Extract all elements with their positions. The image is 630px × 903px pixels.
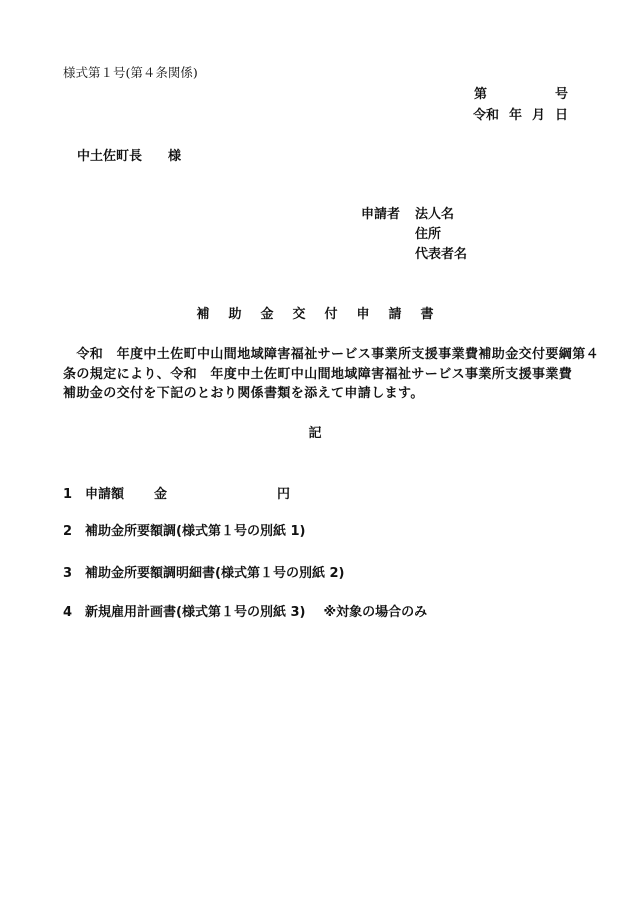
item-label: 補助金所要額調明細書(様式第１号の別紙 2) [85, 566, 345, 581]
applicant-address: 住所 [415, 227, 442, 242]
list-item [63, 520, 305, 539]
form-number-label: 様式第１号(第４条関係) [63, 65, 198, 80]
applicant-corporation-name: 法人名 [415, 207, 455, 222]
body-paragraph [63, 345, 600, 404]
document-number [474, 83, 568, 102]
applicant-label: 申請者 [361, 207, 401, 222]
item-number: 1 [63, 487, 73, 502]
list-item [63, 601, 427, 620]
applicant-block [361, 205, 467, 265]
addressee-honorific: 様 [168, 149, 182, 164]
item-label: 補助金所要額調(様式第１号の別紙 1) [85, 524, 306, 539]
item-currency: 金 [154, 487, 168, 502]
doc-number-suffix: 号 [554, 87, 568, 102]
date-month: 月 [531, 108, 545, 123]
ki-heading: 記 [308, 426, 322, 441]
list-item [63, 562, 344, 581]
addressee-name: 中土佐町長 [77, 149, 143, 164]
list-item [63, 483, 290, 502]
applicant-representative: 代表者名 [415, 247, 468, 262]
item-label: 申請額 [85, 487, 125, 502]
document-title: 補助金交付申請書 [196, 307, 453, 322]
body-line-1: 令和 年度中土佐町中山間地域障害福祉サービス事業所支援事業費補助金交付要綱第４ [63, 347, 600, 362]
doc-number-prefix: 第 [473, 87, 487, 102]
document-date [473, 104, 568, 123]
date-year: 年 [508, 108, 522, 123]
item-number: 3 [63, 566, 73, 581]
item-label: 新規雇用計画書(様式第１号の別紙 3) [85, 605, 306, 620]
item-number: 2 [63, 524, 73, 539]
date-day: 日 [554, 108, 568, 123]
body-line-2: 条の規定により、令和 年度中土佐町中山間地域障害福祉サービス事業所支援事業費 [63, 366, 573, 382]
item-note: ※対象の場合のみ [323, 605, 428, 620]
addressee [77, 145, 181, 164]
body-line-3: 補助金の交付を下記のとおり関係書類を添えて申請します。 [63, 386, 424, 401]
item-unit: 円 [277, 487, 291, 502]
item-number: 4 [63, 605, 73, 620]
date-era: 令和 [472, 108, 499, 123]
